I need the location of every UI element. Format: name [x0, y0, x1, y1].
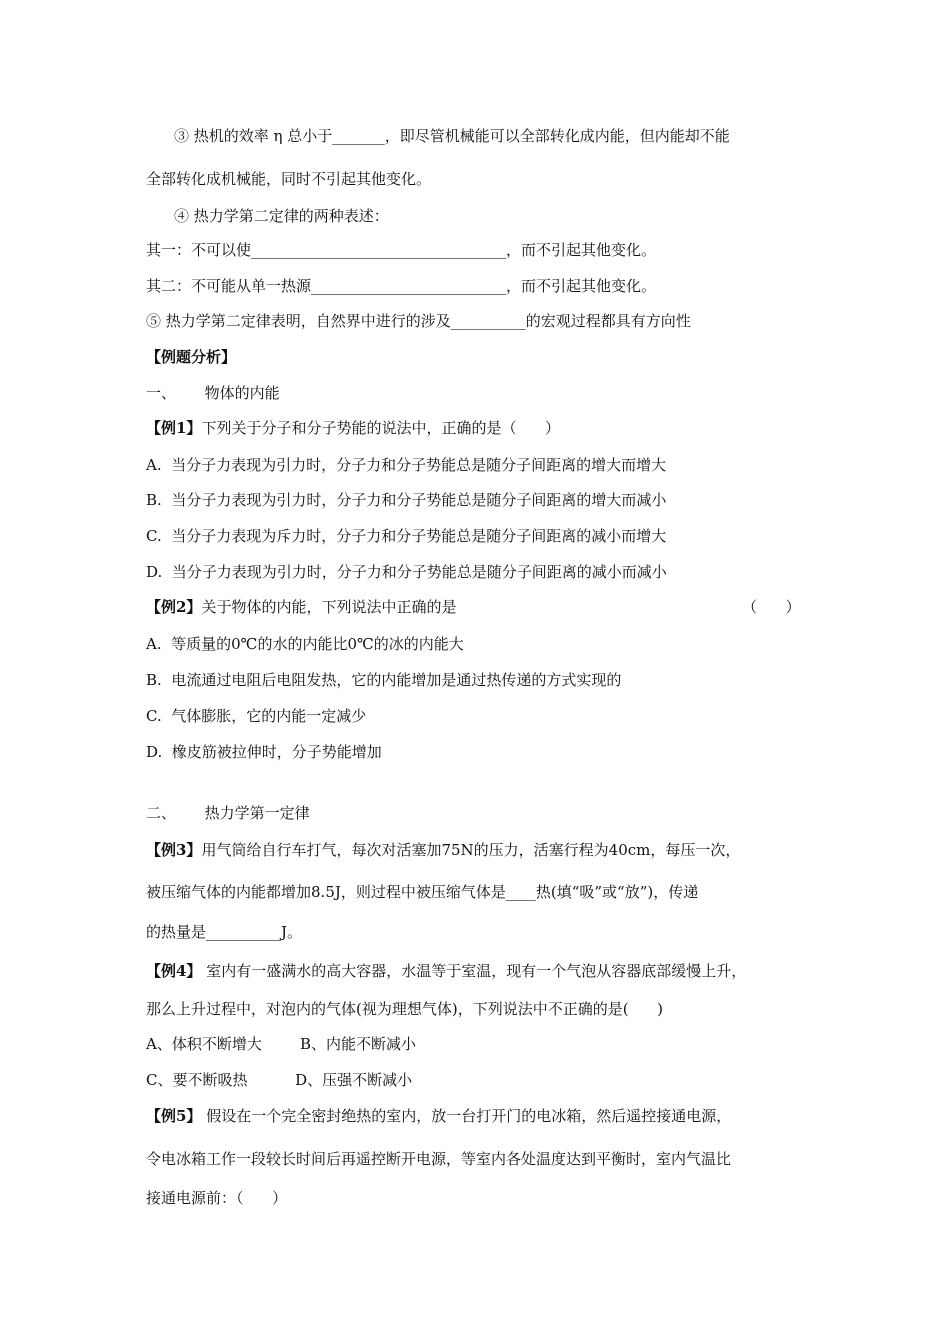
question-text: 下列关于分子和分子势能的说法中，正确的是（ ） [201, 419, 561, 437]
example-tag: 【例5】 [146, 1107, 202, 1125]
text-line: ④ 热力学第二定律的两种表述： [174, 207, 389, 225]
option-line: A. 当分子力表现为引力时，分子力和分子势能总是随分子间距离的增大而增大 [146, 456, 667, 474]
text-line: ③ 热机的效率 η 总小于_______，即尽管机械能可以全部转化成内能，但内能却不能 [174, 127, 730, 145]
option-line: A. 等质量的0℃的水的内能比0℃的冰的内能大 [146, 635, 464, 653]
text-line: 令电冰箱工作一段较长时间后再遥控断开电源，等室内各处温度达到平衡时，室内气温比 [146, 1150, 732, 1168]
question-text: 关于物体的内能，下列说法中正确的是 [201, 598, 457, 616]
option-line: D. 橡皮筋被拉伸时，分子势能增加 [146, 743, 382, 761]
option-line: C. 当分子力表现为斥力时，分子力和分子势能总是随分子间距离的减小而增大 [146, 527, 667, 545]
text-line: 全部转化成机械能，同时不引起其他变化。 [146, 170, 432, 188]
option-line: C. 气体膨胀，它的内能一定减少 [146, 707, 367, 725]
text-line: 那么上升过程中，对泡内的气体(视为理想气体)，下列说法中不正确的是( ) [146, 1000, 664, 1018]
example-tag: 【例1】 [146, 419, 202, 437]
text-line: 被压缩气体的内能都增加8.5J，则过程中被压缩气体是____热(填“吸”或“放”)，传递 [146, 883, 699, 901]
option-line: A、体积不断增大 B、内能不断减小 [146, 1035, 417, 1053]
answer-parentheses: （ ） [742, 598, 801, 616]
option-line: D. 当分子力表现为引力时，分子力和分子势能总是随分子间距离的减小而减小 [146, 563, 667, 581]
question-text: 假设在一个完全密封绝热的室内，放一台打开门的电冰箱，然后遥控接通电源， [201, 1107, 732, 1125]
section-heading: 一、 物体的内能 [146, 384, 280, 402]
text-line: ⑤ 热力学第二定律表明，自然界中进行的涉及__________的宏观过程都具有方向性 [146, 312, 691, 330]
text-line: 其一：不可以使__________________________________，而不引起其他变化。 [146, 241, 657, 259]
example-question [146, 1106, 731, 1126]
example-question [146, 597, 456, 617]
text-line: 接通电源前：（ ） [146, 1189, 288, 1207]
example-tag: 【例2】 [146, 598, 202, 616]
question-text: 室内有一盛满水的高大容器，水温等于室温，现有一个气泡从容器底部缓慢上升， [201, 962, 747, 980]
text-line: 其二：不可能从单一热源__________________________，而不引起其他变化。 [146, 277, 657, 295]
option-line: C、要不断吸热 D、压强不断减小 [146, 1071, 413, 1089]
option-line: B. 当分子力表现为引力时，分子力和分子势能总是随分子间距离的增大而减小 [146, 491, 667, 509]
example-question [146, 840, 740, 860]
text-line: 的热量是__________J。 [146, 923, 303, 941]
section-heading: 【例题分析】 [146, 348, 237, 366]
example-question [146, 418, 560, 438]
example-tag: 【例3】 [146, 841, 202, 859]
question-text: 用气筒给自行车打气，每次对活塞加75N的压力，活塞行程为40cm，每压一次， [201, 841, 741, 859]
example-question [146, 961, 746, 981]
option-line: B. 电流通过电阻后电阻发热，它的内能增加是通过热传递的方式实现的 [146, 671, 622, 689]
example-tag: 【例4】 [146, 962, 202, 980]
section-heading: 二、 热力学第一定律 [146, 804, 310, 822]
